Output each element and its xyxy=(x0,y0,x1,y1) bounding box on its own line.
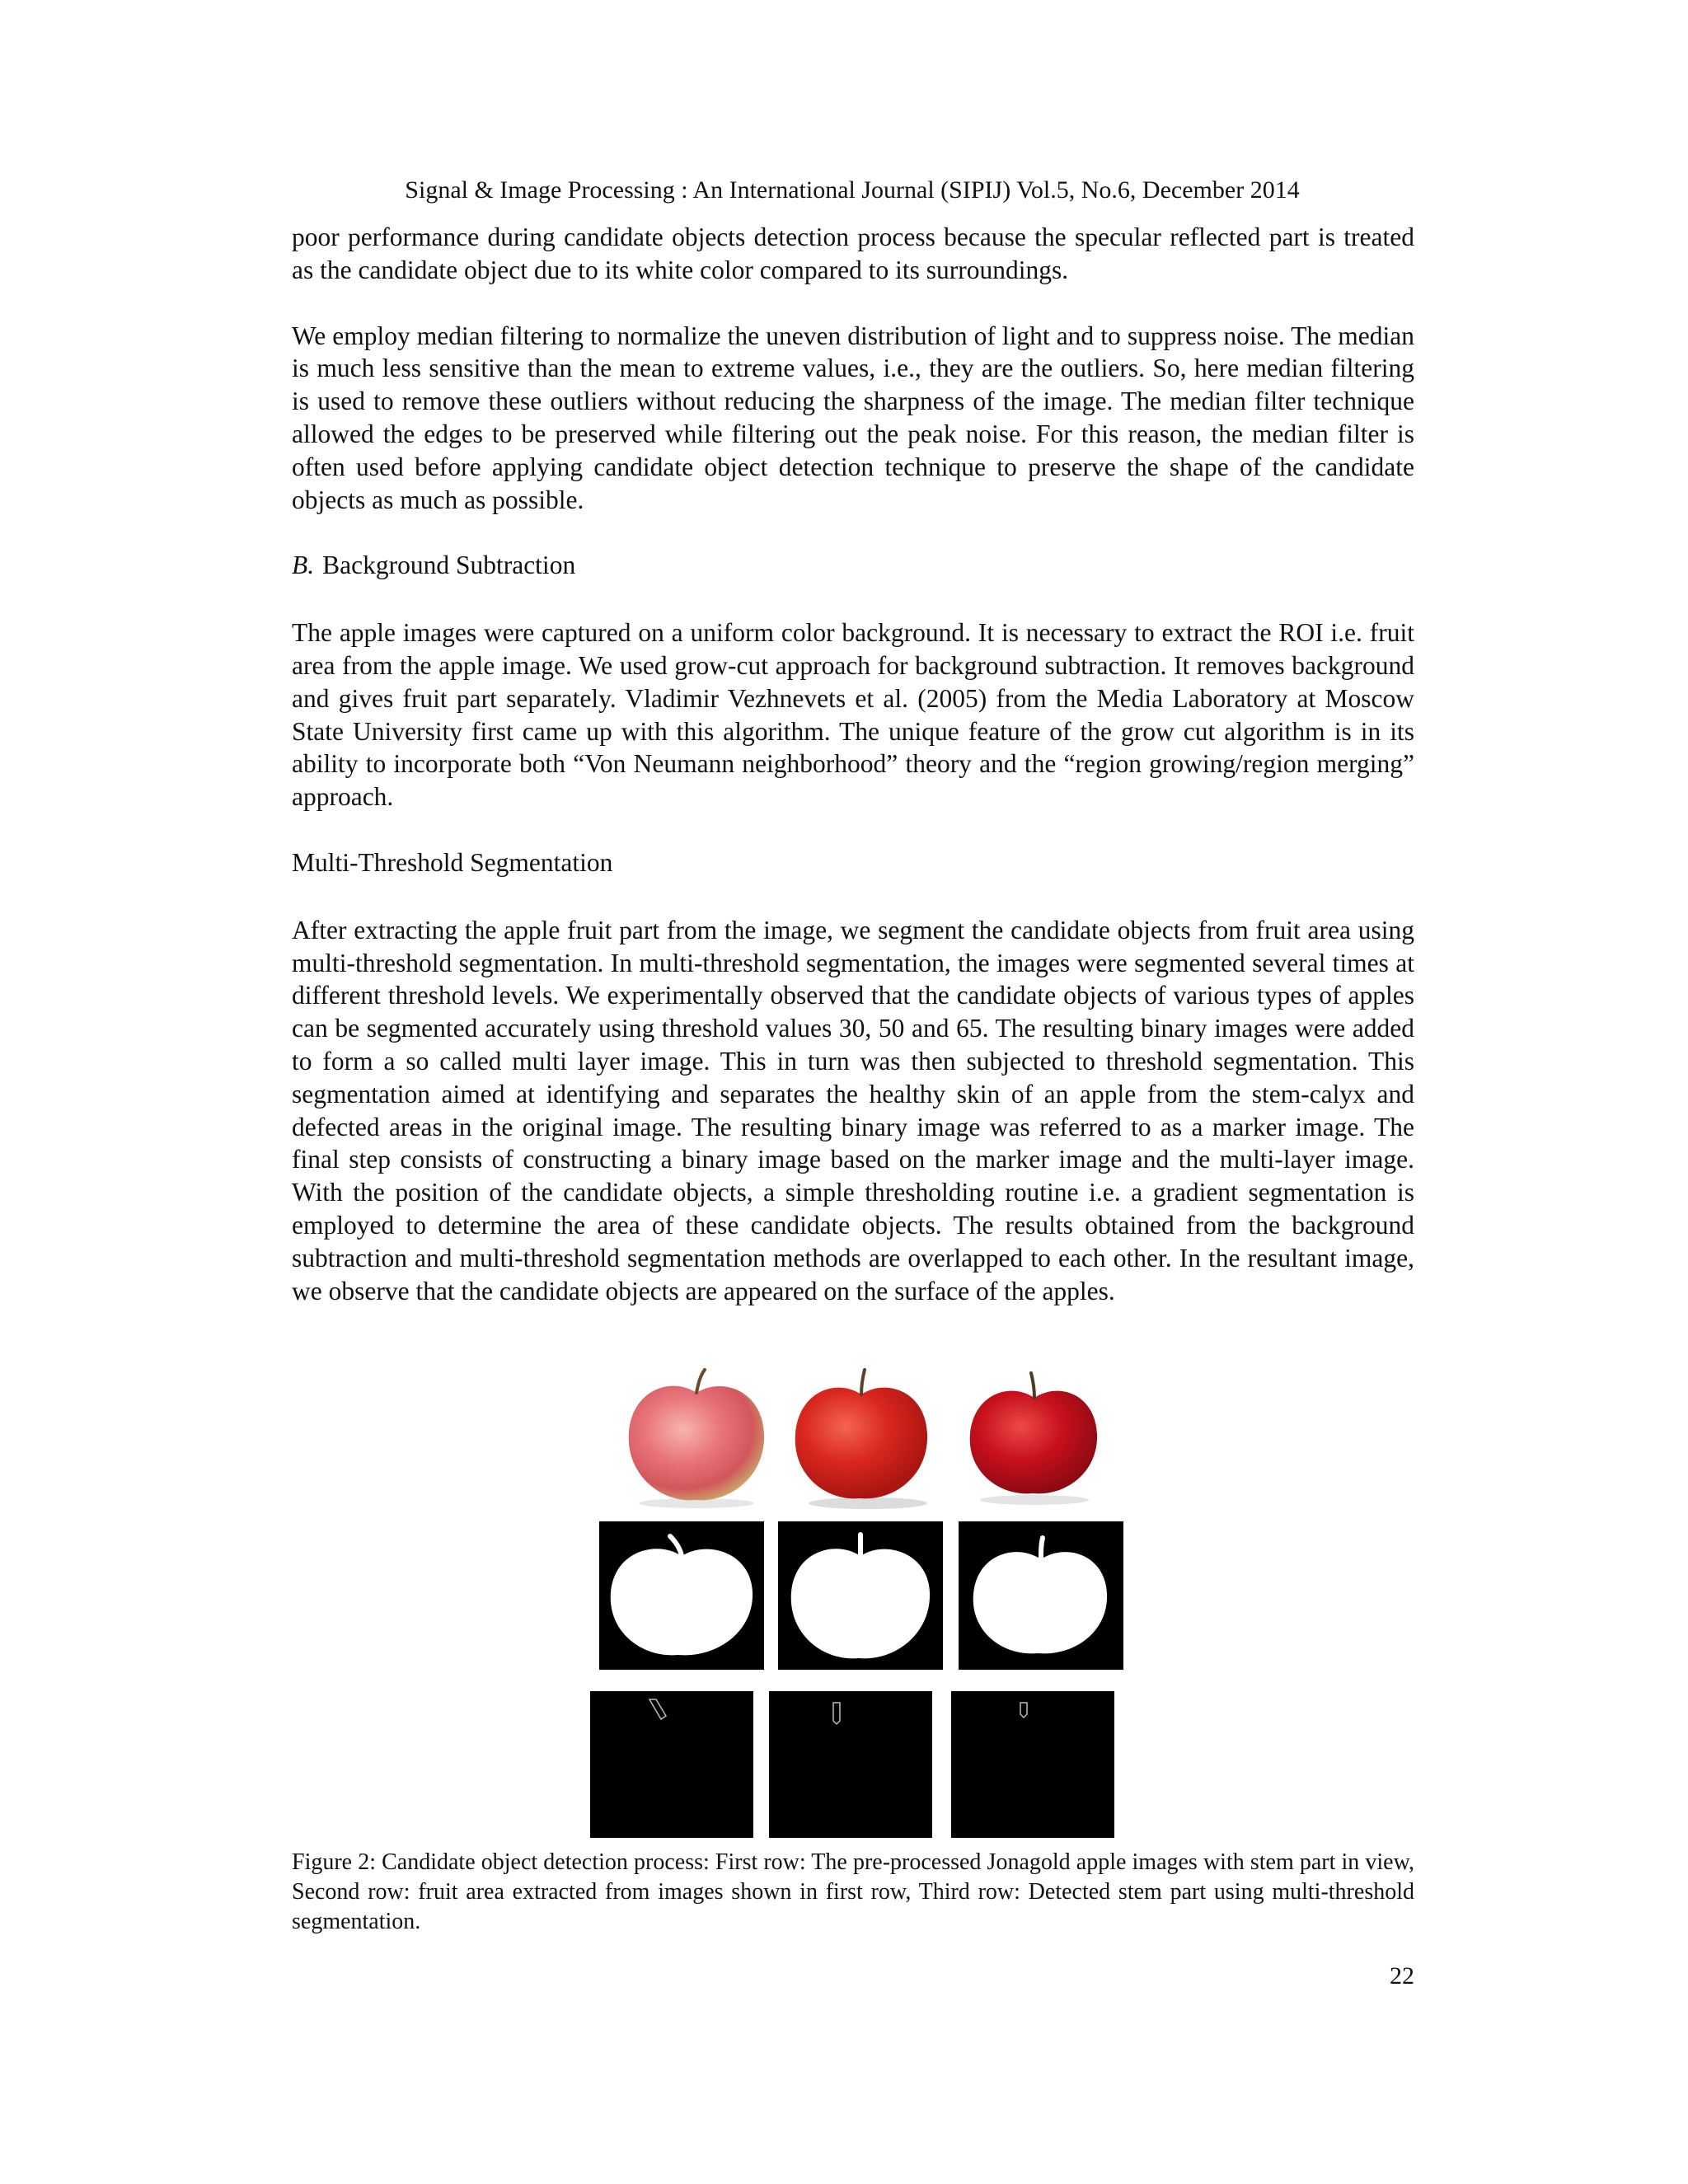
section-title: Background Subtraction xyxy=(322,551,576,580)
mask-image-1 xyxy=(599,1521,764,1670)
paragraph-4: After extracting the apple fruit part from the image, we segment the candidate objects from fruit area using multi-threshold segmentation. In multi-threshold segmentation, the images were segmented several times at different threshold levels. We experimentally observed that the candidate objects of various types of apples can be segmented accurately using threshold values 30, 50 and 65. The resulting binary images were added to form a so called multi layer image. This in turn was then subjected to threshold segmentation. This segmentation aimed at identifying and separates the healthy skin of an apple from the stem-calyx and defected areas in the original image. The resulting binary image was referred to as a marker image. The final step consists of constructing a binary image based on the marker image and the multi-layer image. With the position of the candidate objects, a simple thresholding routine i.e. a gradient segmentation is employed to determine the area of these candidate objects. The results obtained from the background subtraction and multi-threshold segmentation methods are overlapped to each other. In the resultant image, we observe that the candidate objects are appeared on the surface of the apples. xyxy=(292,915,1414,1305)
figure-2 xyxy=(577,1361,1137,1840)
figure-caption: Figure 2: Candidate object detection process: First row: The pre-processed Jonagold apple images with stem part in view, Second row: fruit area extracted from images shown in first row, Third row: Detected stem part using multi-threshold segmentation. xyxy=(292,1849,1414,1934)
section-letter: B. xyxy=(292,551,315,580)
mask-image-3 xyxy=(959,1521,1123,1670)
apple-image-3 xyxy=(952,1361,1117,1510)
running-header: Signal & Image Processing : An International Journal (SIPIJ) Vol.5, No.6, December 2014 xyxy=(405,176,1300,204)
paragraph-2: We employ median filtering to normalize the uneven distribution of light and to suppress noise. The median is much less sensitive than the mean to extreme values, i.e., they are the outliers. So, here median filtering is used to remove these outliers without reducing the sharpness of the image. The median filter technique allowed the edges to be preserved while filtering out the peak noise. For this reason, the median filter is often used before applying candidate object detection technique to preserve the shape of the candidate objects as much as possible. xyxy=(292,321,1414,514)
stem-detection-image-3 xyxy=(951,1691,1114,1838)
stem-detection-image-2 xyxy=(769,1691,932,1838)
figure-row-stems xyxy=(577,1691,1137,1840)
paragraph-3: The apple images were captured on a uniform color background. It is necessary to extract the ROI i.e. fruit area from the apple image. We used grow-cut approach for background subtraction. It removes background and gives fruit part separately. Vladimir Vezhnevets et al. (2005) from the Media Laboratory at Moscow State University first came up with this algorithm. The unique feature of the grow cut algorithm is in its ability to incorporate both “Von Neumann neighborhood” theory and the “region growing/region merging” approach. xyxy=(292,618,1414,812)
body-text xyxy=(292,221,1414,1307)
apple-image-1 xyxy=(614,1361,779,1510)
apple-image-2 xyxy=(779,1361,944,1510)
paragraph-1: poor performance during candidate objects detection process because the specular reflected part is treated as the candidate object due to its white color compared to its surroundings. xyxy=(292,223,1414,284)
figure-row-masks xyxy=(577,1521,1137,1670)
stem-detection-image-1 xyxy=(590,1691,753,1838)
page-number: 22 xyxy=(1390,1962,1414,1990)
section-heading-multi-threshold: Multi-Threshold Segmentation xyxy=(292,847,613,877)
figure-row-apples xyxy=(577,1361,1137,1510)
mask-image-2 xyxy=(778,1521,943,1670)
section-heading-background-subtraction xyxy=(292,549,1414,582)
